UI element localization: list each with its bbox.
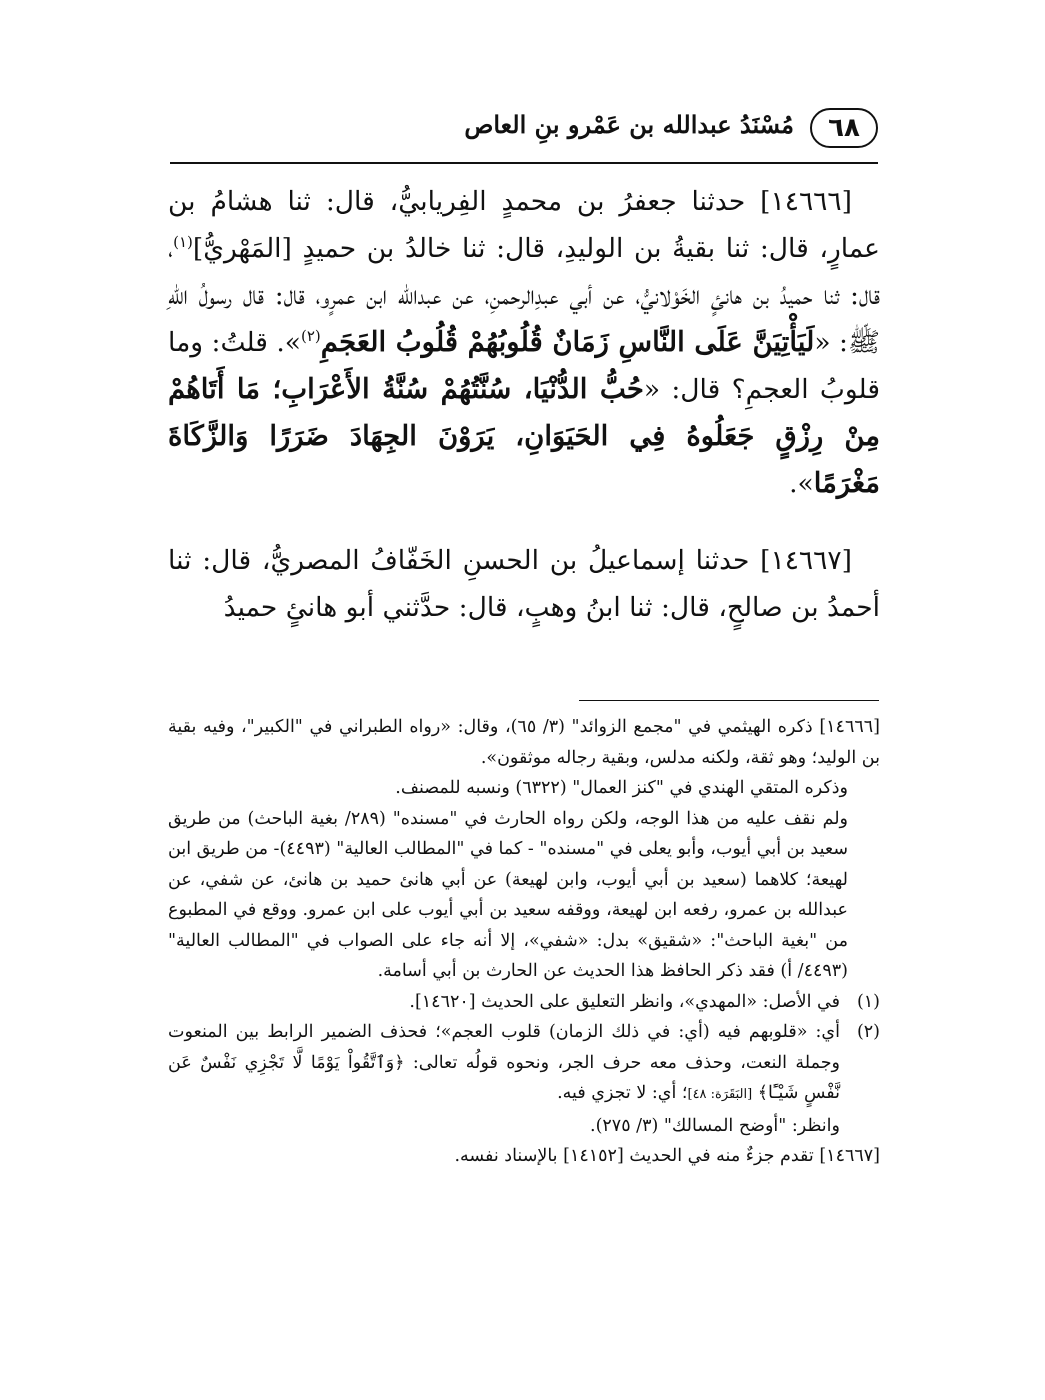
- footnote-text: وانظر: "أوضح المسالك" (٣/ ٢٧٥).: [590, 1115, 840, 1136]
- page-number: ٦٨: [810, 108, 878, 148]
- footnote-text: ولم نقف عليه من هذا الوجه، ولكن رواه الحارث في "مسنده" (٢٨٩/ بغية الباحث) من طريق سعيد بن أبي أيوب، وأبو يعلى في "مسنده" - كما في "المطالب العالية" (٤٤٩٣)- من طريق ابن لهيعة؛ كلاهما (سعيد بن أبي أيوب، وابن لهيعة) عن أبي هانئ حميد بن هانئ، عن شفي، عن عبدالله بن عمرو، رفعه ابن لهيعة، ووقفه سعيد بن أبي أيوب على ابن عمرو. ووقع في المطبوع من "بغية الباحث": «شقيق» بدل: «شفي»، إلا أنه جاء على الصواب في "المطالب العالية" (٤٤٩٣/ أ) فقد ذكر الحافظ هذا الحديث عن الحارث بن أبي أسامة.: [168, 808, 849, 981]
- footnote-text: أي: «قلوبهم فيه (أي: في ذلك الزمان) قلوب العجم»؛ فحذف الضمير الرابط بين المنعوت وجملة النعت، وحذف معه حرف الجر، ونحوه قولُه تعالى: ﴿وَٱتَّقُواْ يَوْمًا لَّا تَجْزِي نَفْسٌ عَن نَّفْسٍ شَيْـًٔا﴾: [168, 1022, 840, 1103]
- footnote-1: [168, 987, 880, 1018]
- prophetic-quote: لَيَأْتِيَنَّ عَلَى النَّاسِ زَمَانٌ قُلُوبُهُمْ قُلُوبُ العَجَمِ: [320, 326, 815, 358]
- hadith-text: حدثنا جعفرُ بن محمدٍ الفِريابيُّ، قال: ثنا هشامُ بن عمارٍ، قال: ثنا بقيةُ بن الوليدِ، قال: ثنا خالدُ بن حميدٍ [المَهْريُّ]: [168, 186, 880, 264]
- footnotes: [168, 712, 880, 1172]
- footnote-text: ؛ أي: لا تجزي فيه.: [557, 1083, 688, 1103]
- footnote-number: (١): [856, 991, 880, 1012]
- footnote-ref: [١٤٦٦٧]: [819, 1146, 880, 1166]
- footnote-text: وذكره المتقي الهندي في "كنز العمال" (٦٣٢٢) ونسبه للمصنف.: [395, 778, 848, 798]
- footnote-text: ذكره الهيثمي في "مجمع الزوائد" (٣/ ٦٥)، وقال: «رواه الطبراني في "الكبير"، وفيه بقية بن الوليد؛ وهو ثقة، ولكنه مدلس، وبقية رجاله موثقون».: [168, 717, 880, 768]
- hadith-text: ، قال: ثنا حميدُ بن هانئٍ الخَوْلانيُّ، عن أبي عبدِالرحمنِ، عن عبدالله ابن عمرٍو، قال: قال رسولُ اللهِ ﷺ: «: [168, 233, 880, 358]
- footnote-2: [168, 1017, 880, 1141]
- footnote-marker: (١): [173, 233, 193, 252]
- hadith-number: [١٤٦٦٦]: [760, 186, 852, 217]
- footnote-ref: [١٤٦٦٦]: [819, 717, 880, 737]
- hadith-text: ».: [789, 468, 814, 499]
- footnote-text: تقدم جزءٌ منه في الحديث [١٤١٥٢] بالإسناد نفسه.: [454, 1146, 814, 1166]
- footnote-14667: [168, 1141, 880, 1172]
- footnote-number: (٢): [856, 1022, 880, 1042]
- prophetic-quote: حُبُّ الدُّنْيَا، سُنَّتُهُمْ سُنَّةُ الأَعْرَابِ؛ مَا أَتَاهُمْ مِنْ رِزْقٍ جَعَلُوهُ فِي الحَيَوَانِ، يَرَوْنَ الجِهَادَ ضَرَرًا وَالزَّكَاةَ مَغْرَمًا: [168, 373, 880, 499]
- hadith-14667: [168, 537, 880, 631]
- hadith-14666: [168, 178, 880, 507]
- hadith-number: [١٤٦٦٧]: [760, 545, 852, 576]
- header-divider: [170, 162, 878, 164]
- hadith-text: حدثنا إسماعيلُ بن الحسنِ الخَفّافُ المصريُّ، قال: ثنا أحمدُ بن صالحٍ، قال: ثنا ابنُ وهبٍ، قال: حدَّثني أبو هانئٍ حميدُ: [168, 545, 880, 623]
- main-text: [168, 178, 880, 631]
- footnote-divider: [579, 700, 879, 701]
- page-header: [170, 108, 878, 154]
- footnote-text: في الأصل: «المهدي»، وانظر التعليق على الحديث [١٤٦٢٠].: [409, 991, 840, 1012]
- footnote-14666: [168, 712, 880, 987]
- hadith-text: ». قلتُ: وما قلوبُ العجمِ؟ قال: «: [168, 327, 880, 405]
- footnote-marker: (٢): [301, 327, 321, 346]
- running-title: مُسْنَدُ عبدالله بن عَمْرو بنِ العاص: [464, 110, 794, 139]
- quran-citation: [البَقَرَة: ٤٨]: [687, 1087, 753, 1102]
